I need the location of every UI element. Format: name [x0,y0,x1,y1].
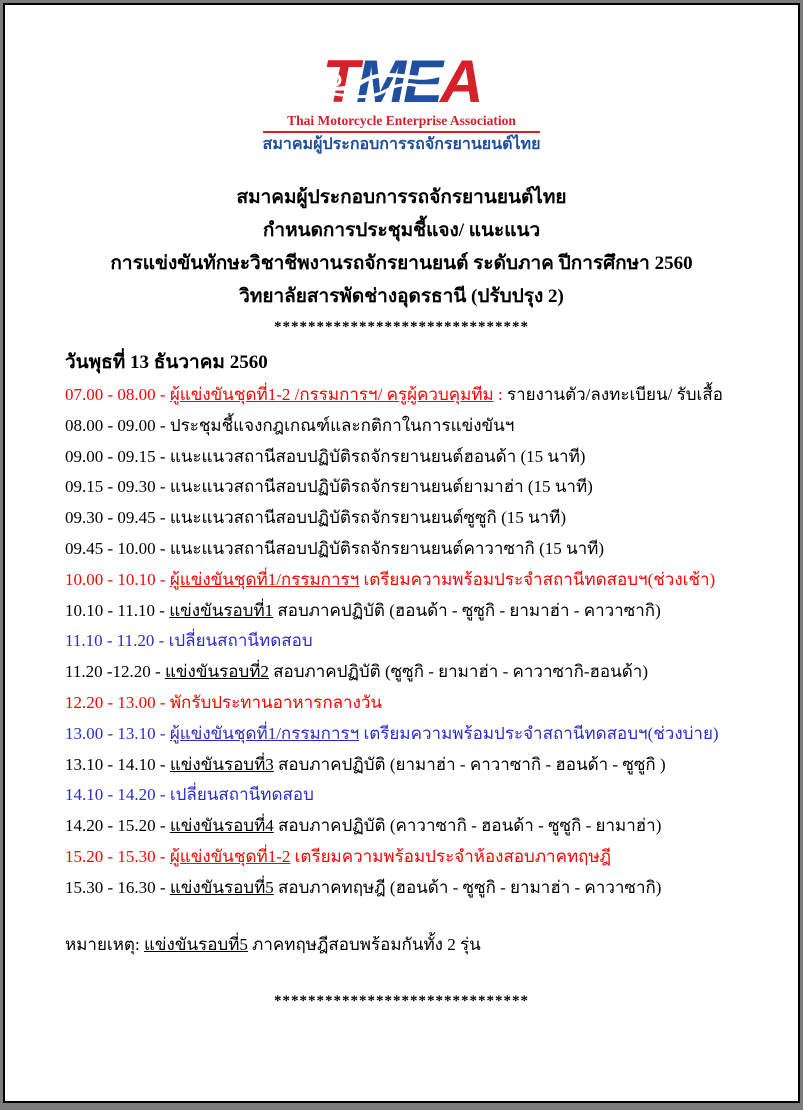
tmea-logo [5,48,798,155]
schedule-time: 07.00 - 08.00 - [65,385,170,404]
schedule-time: 09.00 - 09.15 - [65,446,170,466]
schedule-time: 08.00 - 09.00 - [65,415,170,435]
schedule-text: เตรียมความพร้อมประจำสถานีทดสอบฯ(ช่วงเช้า) [359,569,716,589]
logo-letter: T [322,48,357,115]
bottom-separator: ****************************** [274,992,529,1009]
schedule-text: สอบภาคปฏิบัติ (ฮอนด้า - ซูซูกิ - ยามาฮ่า - คาวาซากิ) [273,600,661,620]
schedule-text: แนะแนวสถานีสอบปฏิบัติรถจักรยานยนต์คาวาซากิ (15 นาที) [169,538,605,558]
schedule-text: รายงานตัว/ลงทะเบียน/ รับเสื้อ [506,385,723,404]
schedule-text: แนะแนวสถานีสอบปฏิบัติรถจักรยานยนต์ฮอนด้า (15 นาที) [169,446,586,466]
schedule-text: ประชุมชี้แจงกฎเกณฑ์และกติกาในการแข่งขันฯ [169,415,515,435]
schedule-row [65,565,742,596]
schedule-row [65,842,742,873]
date-heading: วันพุธที่ 13 ธันวาคม 2560 [65,352,268,373]
schedule-row [65,503,742,534]
schedule-text: แนะแนวสถานีสอบปฏิบัติรถจักรยานยนต์ยามาฮ่า (15 นาที) [169,477,593,497]
document-page [3,3,800,1103]
schedule-text: แข่งขันรอบที่5 [169,877,274,897]
schedule-row [65,596,742,627]
schedule-row [65,534,742,565]
schedule-text: สอบภาคปฏิบัติ (ซูซูกิ - ยามาฮ่า - คาวาซากิ-ฮอนด้า) [268,662,648,682]
schedule-time: 15.20 - 15.30 - [65,846,170,866]
note-line [65,930,742,960]
schedule-row [65,873,742,904]
schedule-text: สอบภาคทฤษฎี (ฮอนด้า - ซูซูกิ - ยามาฮ่า - คาวาซากิ) [273,877,662,897]
schedule-time: 13.10 - 14.10 - [65,754,170,774]
schedule-time: 09.15 - 09.30 - [65,477,170,497]
schedule-time: 14.10 - 14.20 - [65,785,170,805]
schedule-text: แข่งขันรอบที่3 [169,754,274,774]
schedule-text: เตรียมความพร้อมประจำห้องสอบภาคทฤษฎี [290,846,612,866]
schedule-row [65,688,742,719]
schedule-text: แข่งขันรอบที่4 [169,816,274,836]
schedule-time: 15.30 - 16.30 - [65,877,170,897]
title-line-association: สมาคมผู้ประกอบการรถจักรยานยนต์ไทย [236,187,567,208]
schedule-time: 10.10 - 11.10 - [65,600,170,620]
schedule-time: 11.10 - 11.20 - [65,631,169,651]
schedule-text: แข่งขันรอบที่1 [169,600,274,620]
logo-thai-name: สมาคมผู้ประกอบการรถจักรยานยนต์ไทย [262,136,541,153]
schedule-time: 10.00 - 10.10 - [65,569,170,589]
note-prefix: หมายเหตุ: [65,934,144,954]
schedule-text: เตรียมความพร้อมประจำสถานีทดสอบฯ(ช่วงบ่าย) [359,723,719,743]
schedule-time: 09.45 - 10.00 - [65,538,170,558]
schedule-time: 12.20 - 13.00 - [65,692,170,712]
title-line-college: วิทยาลัยสารพัดช่างอุดรธานี (ปรับปรุง 2) [239,286,564,307]
note-underlined: แข่งขันรอบที่5 [143,934,248,954]
document-title-block [5,181,798,313]
note-suffix: ภาคทฤษฎีสอบพร้อมกันทั้ง 2 รุ่น [247,934,481,954]
schedule-text: พักรับประทานอาหารกลางวัน [169,692,383,712]
schedule-row [65,626,742,657]
schedule-row [65,780,742,811]
schedule-text: แนะแนวสถานีสอบปฏิบัติรถจักรยานยนต์ซูซูกิ (15 นาที) [169,508,567,528]
logo-divider [263,131,541,133]
schedule-text: เปลี่ยนสถานีทดสอบ [168,631,313,651]
title-line-agenda: กำหนดการประชุมชี้แจง/ แนะแนว [262,220,541,241]
schedule-row [65,750,742,781]
schedule-row [65,411,742,442]
schedule-text: เปลี่ยนสถานีทดสอบ [169,785,314,805]
schedule-row [65,719,742,750]
logo-letter: M [356,48,404,115]
schedule-text: สอบภาคปฏิบัติ (คาวาซากิ - ฮอนด้า - ซูซูกิ - ยามาฮ่า) [273,816,662,836]
schedule-time: 14.20 - 15.20 - [65,816,170,836]
schedule-list [65,380,742,904]
schedule-text: แข่งขันรอบที่2 [164,662,269,682]
schedule-section [5,348,798,960]
schedule-row [65,657,742,688]
schedule-row [65,811,742,842]
logo-letter: E [403,48,441,115]
tmea-logo-inner [262,48,541,155]
schedule-row [65,380,742,411]
schedule-row [65,472,742,503]
top-separator: ****************************** [274,319,529,335]
schedule-text: ผู้แข่งขันชุดที่1-2 /กรรมการฯ/ ครูผู้ควบคุมทีม [169,385,494,404]
schedule-row [65,442,742,473]
schedule-time: 11.20 -12.20 - [65,662,165,682]
schedule-text: สอบภาคปฏิบัติ (ยามาฮ่า - คาวาซากิ - ฮอนด้า - ซูซูกิ ) [273,754,666,774]
schedule-text: ผู้แข่งขันชุดที่1/กรรมการฯ [169,723,360,743]
logo-acronym [263,48,541,115]
schedule-text: ผู้แข่งขันชุดที่1-2 [169,846,291,866]
schedule-time: 09.30 - 09.45 - [65,508,170,528]
title-line-competition: การแข่งขันทักษะวิชาชีพงานรถจักรยานยนต์ ระดับภาค ปีการศึกษา 2560 [110,253,693,274]
schedule-time: 13.00 - 13.10 - [65,723,170,743]
schedule-text: ผู้แข่งขันชุดที่1/กรรมการฯ [169,569,360,589]
logo-english-name: Thai Motorcycle Enterprise Association [287,113,516,128]
schedule-text: : [493,385,507,404]
logo-letter: A [440,48,481,115]
